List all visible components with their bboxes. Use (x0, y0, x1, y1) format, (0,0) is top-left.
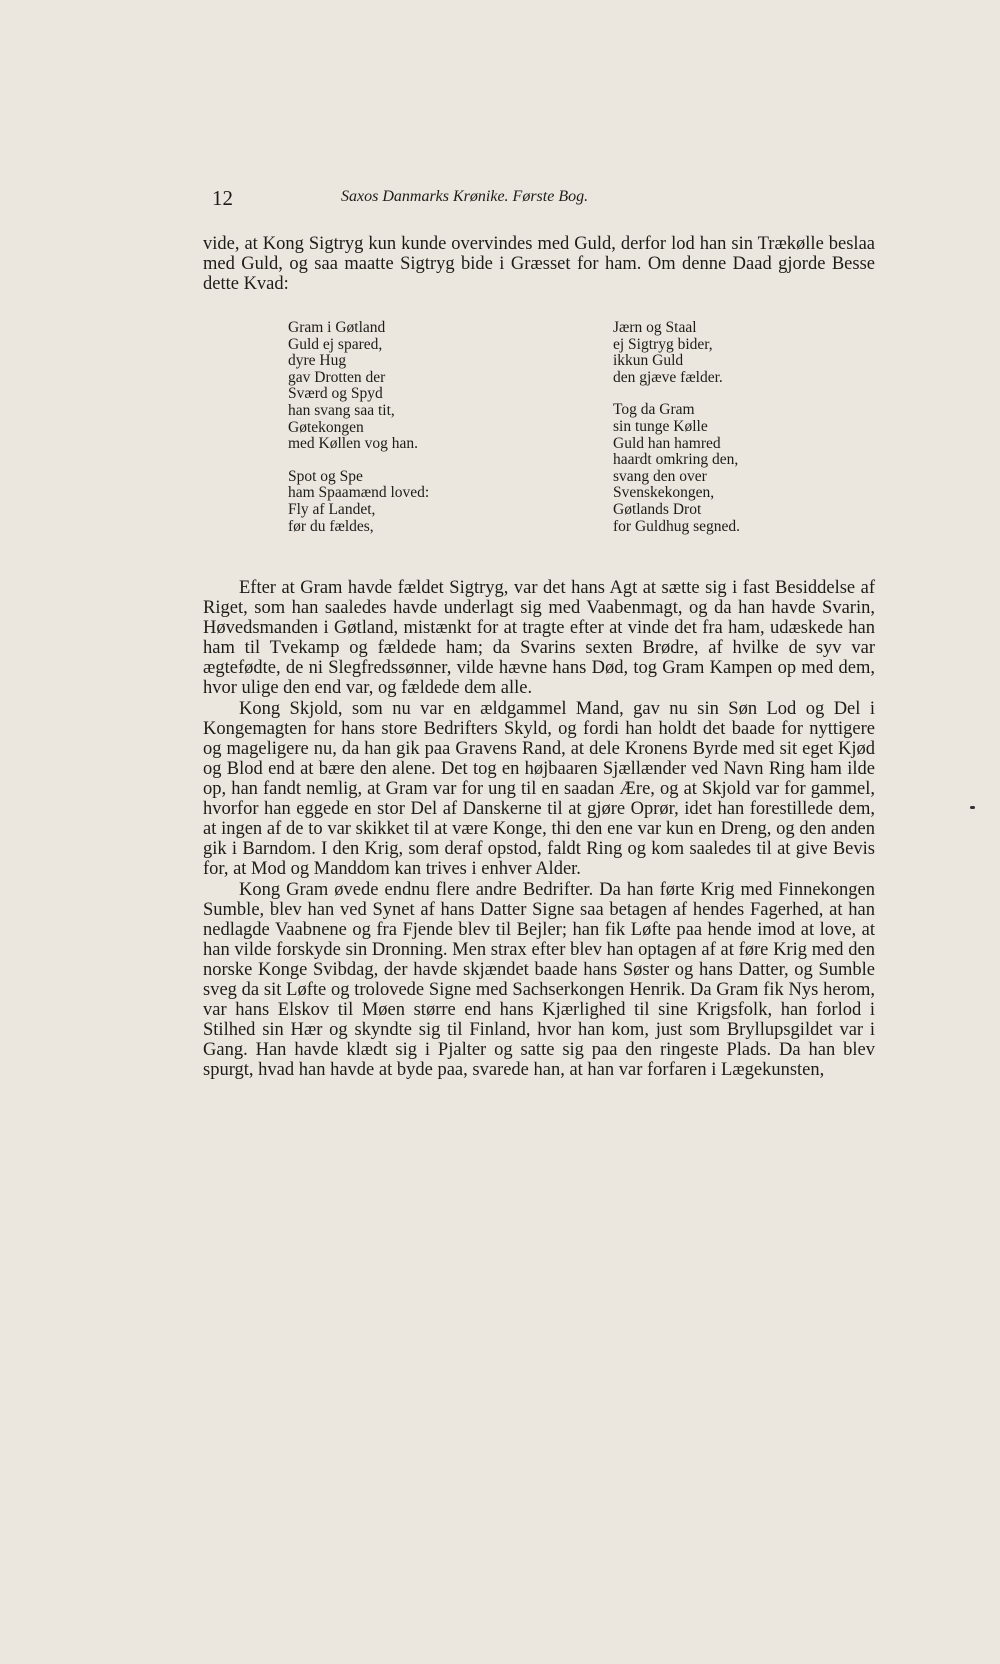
paragraph: Kong Gram øvede endnu flere andre Bedrifter. Da han førte Krig med Finnekongen Sumble, blev han ved Synet af hans Datter Signe saa betagen af hendes Fagerhed, at han nedlagde Vaabnene og fra Fjende blev til Bejler; han fik Løfte paa hende imod at love, at han vilde forskyde sin Dronning. Men strax efter blev han optagen af at føre Krig med den norske Konge Svibdag, der havde skjændet baade hans Søster og hans Datter, og Sumble sveg da sit Løfte og trolovede Signe med Sachserkongen Henrik. Da Gram fik Nys herom, var hans Elskov til Møen større end hans Kjærlighed til sine Krigsfolk, han forlod i Stilhed sin Hær og skyndte sig til Finland, hvor han kom, just som Bryllupsgildet var i Gang. Han havde klædt sig i Pjalter og satte sig paa den ringeste Plads. Da han blev spurgt, hvad han havde at byde paa, svarede han, at han var forfaren i Lægekunsten, (203, 880, 875, 1080)
poem-line: Spot og Spe (288, 467, 363, 485)
poem-line: Svenskekongen, (613, 484, 715, 502)
poem-line: han svang saa tit, (288, 401, 395, 419)
main-text (203, 578, 875, 1081)
intro-paragraph (203, 234, 875, 294)
poem-line: svang den over (613, 467, 707, 485)
poem-left-column (288, 320, 528, 551)
paragraph: Kong Skjold, som nu var en ældgammel Mand, gav nu sin Søn Lod og Del i Kongemagten for hans store Bedrifters Skyld, og fordi han holdt det baade for nyttigere og mageligere nu, da han gik paa Gravens Rand, at dele Kronens Byrde med sit eget Kjød og Blod end at bære den alene. Det tog en højbaaren Sjællænder ved Navn Ring ham ilde op, han fandt nemlig, at Gram var for ung til en saadan Ære, og at Skjold var for gammel, hvorfor han eggede en stor Del af Danskerne til at gjøre Oprør, idet han forestillede dem, at ingen af de to var skikket til at være Konge, thi den ene var kun en Dreng, og den anden gik i Barndom. I den Krig, som deraf opstod, faldt Ring og kom saaledes til at give Bevis for, at Mod og Manddom kan trives i enhver Alder. (203, 699, 875, 879)
poem-line: haardt omkring den, (613, 451, 739, 469)
poem-line: sin tunge Kølle (613, 417, 708, 435)
poem-line: Gøtekongen (288, 418, 364, 436)
poem-line: Sværd og Spyd (288, 385, 383, 403)
poem-line: Fly af Landet, (288, 500, 376, 518)
poem-line: Guld ej spared, (288, 335, 383, 353)
poem-line: Guld han hamred (613, 434, 721, 452)
ink-speck (970, 806, 975, 809)
poem-line: Gøtlands Drot (613, 500, 702, 518)
poem-line: med Køllen vog han. (288, 435, 419, 453)
poem-line: ikkun Guld (613, 352, 684, 370)
poem-stanza (288, 320, 528, 453)
poem-line: Jærn og Staal (613, 319, 697, 336)
poem-line: ham Spaamænd loved: (288, 484, 430, 502)
poem-stanza (288, 469, 528, 535)
poem-right-column (613, 320, 853, 551)
intro-text: vide, at Kong Sigtryg kun kunde overvindes med Guld, derfor lod han sin Trækølle beslaa med Guld, og saa maatte Sigtryg bide i Græsset for ham. Om denne Daad gjorde Besse dette Kvad: (203, 234, 875, 294)
poem-line: for Guldhug segned. (613, 517, 740, 535)
poem-line: Gram i Gøtland (288, 319, 386, 336)
poem-line: gav Drotten der (288, 368, 386, 386)
poem-line: dyre Hug (288, 352, 347, 370)
poem-stanza (613, 320, 853, 386)
running-title: Saxos Danmarks Krønike. Første Bog. (341, 188, 589, 205)
poem-line: før du fældes, (288, 517, 374, 535)
poem-line: den gjæve fælder. (613, 368, 723, 386)
poem-line: Tog da Gram (613, 401, 695, 419)
poem-stanza (613, 402, 853, 535)
poem-line: ej Sigtryg bider, (613, 335, 713, 353)
page-number: 12 (212, 186, 233, 210)
paragraph: Efter at Gram havde fældet Sigtryg, var det hans Agt at sætte sig i fast Besiddelse af Riget, som han saaledes havde underlagt sig med Vaabenmagt, og da han havde Svarin, Høvedsmanden i Gøtland, mistænkt for at tragte efter at vinde det fra ham, udæskede han ham til Tvekamp og fældede ham; da Svarins sexten Brødre, af hvilke de syv var ægtefødte, de ni Slegfredssønner, vilde hævne hans Død, tog Gram Kampen op med dem, hvor ulige den end var, og fældede dem alle. (203, 578, 875, 698)
